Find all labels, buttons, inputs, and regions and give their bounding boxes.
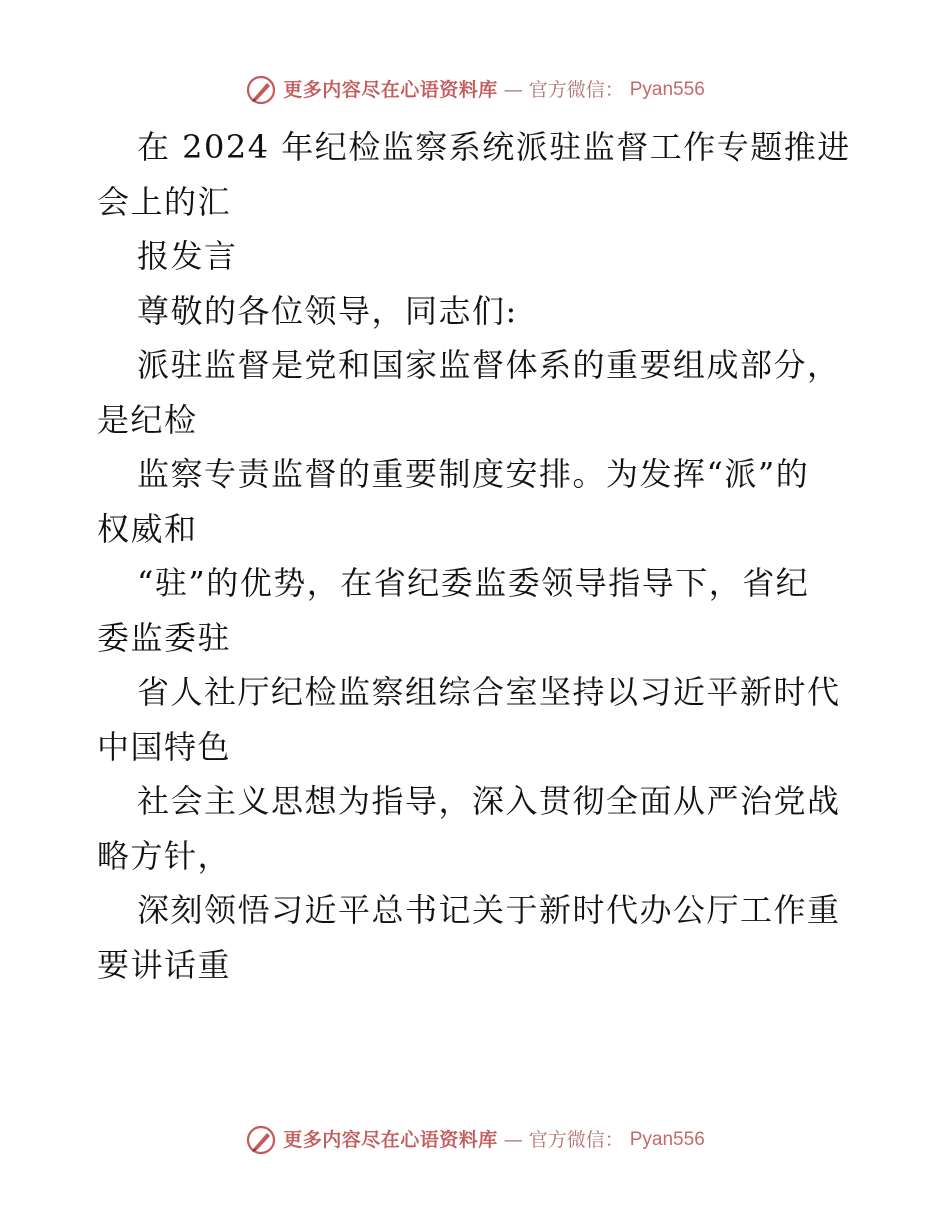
text-line: 会上的汇: [97, 182, 232, 221]
footer-watermark: [0, 1124, 950, 1156]
text-line: 权威和: [97, 509, 198, 548]
text-line: 略方针，: [97, 836, 232, 875]
text-line: 省人社厅纪检监察组综合室坚持以习近平新时代: [137, 673, 841, 711]
text-line: 派驻监督是党和国家监督体系的重要组成部分，: [137, 346, 841, 384]
watermark-dash: —: [503, 1129, 523, 1151]
watermark-wechat-id: Pyan556: [629, 79, 705, 100]
text-line: 尊敬的各位领导，同志们:: [137, 291, 518, 330]
text-line: 是纪检: [97, 400, 198, 439]
pen-logo-icon: [245, 74, 277, 106]
text-line: 中国特色: [97, 727, 232, 766]
text-line: 在 2024 年纪检监察系统派驻监督工作专题推进: [137, 128, 851, 166]
watermark-dash: —: [503, 79, 523, 101]
document-body: [97, 120, 857, 992]
watermark-wechat-id: Pyan556: [629, 1129, 705, 1150]
text-line: 社会主义思想为指导，深入贯彻全面从严治党战: [137, 782, 841, 820]
watermark-wechat-label: 官方微信：: [528, 1129, 624, 1151]
text-line: 要讲话重: [97, 945, 232, 984]
watermark-wechat-label: 官方微信：: [528, 79, 624, 101]
text-line: 委监委驻: [97, 618, 232, 657]
text-line: 报发言: [137, 237, 238, 275]
text-line: 监察专责监督的重要制度安排。为发挥“派”的: [137, 455, 810, 493]
header-watermark: [0, 74, 950, 106]
pen-logo-icon: [245, 1124, 277, 1156]
text-line: “驻”的优势，在省纪委监委领导指导下，省纪: [137, 564, 810, 602]
watermark-brand: 更多内容尽在心语资料库: [283, 79, 498, 101]
watermark-brand: 更多内容尽在心语资料库: [283, 1129, 498, 1151]
text-line: 深刻领悟习近平总书记关于新时代办公厅工作重: [137, 891, 841, 929]
